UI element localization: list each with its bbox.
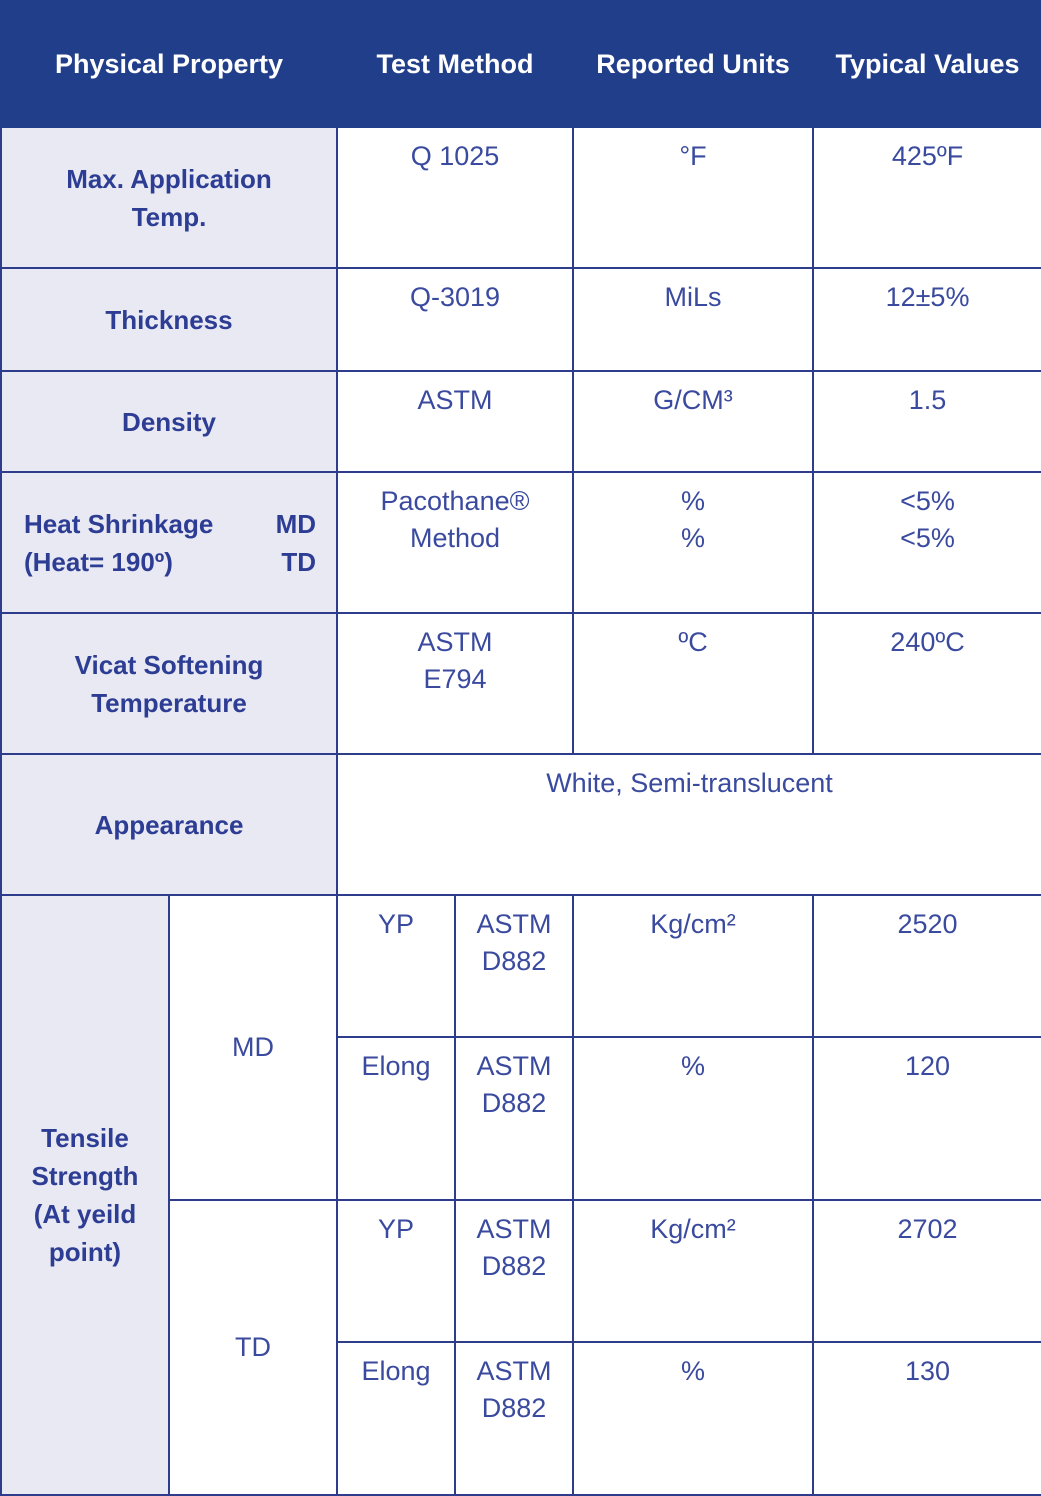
- value-cell: 2520: [813, 895, 1041, 1037]
- value-cell: 130: [813, 1342, 1041, 1495]
- heat-shrinkage-line-1: [2, 505, 336, 543]
- value-md: <5%: [900, 486, 955, 516]
- units-cell: %: [573, 1342, 813, 1495]
- method-cell: [455, 1200, 573, 1342]
- method-line: ASTM: [476, 1051, 552, 1081]
- header-test-method: Test Method: [337, 1, 573, 127]
- direction-md: MD: [169, 895, 337, 1200]
- property-max-application-temp: [1, 127, 337, 268]
- direction-td-label: TD: [281, 546, 317, 577]
- method-cell: [337, 613, 573, 754]
- method-cell: Q 1025: [337, 127, 573, 268]
- units-md: %: [681, 486, 706, 516]
- method-line: ASTM: [476, 1214, 552, 1244]
- row-max-application-temp: [1, 127, 1041, 268]
- row-vicat-softening: [1, 613, 1041, 754]
- units-cell: °F: [573, 127, 813, 268]
- method-line: D882: [481, 1088, 547, 1118]
- method-line: ASTM: [417, 627, 493, 657]
- units-cell: MiLs: [573, 268, 813, 371]
- measure-elong: Elong: [337, 1037, 455, 1200]
- property-label-line: (At yeild: [33, 1199, 137, 1229]
- method-line: Pacothane®: [380, 486, 530, 516]
- value-cell: 425ºF: [813, 127, 1041, 268]
- method-line: E794: [423, 664, 487, 694]
- value-cell: 1.5: [813, 371, 1041, 472]
- method-cell: [337, 472, 573, 613]
- property-label-line: Max. Application: [66, 163, 272, 194]
- value-cell: 120: [813, 1037, 1041, 1200]
- units-td: %: [681, 523, 706, 553]
- property-thickness: Thickness: [1, 268, 337, 371]
- method-cell: ASTM: [337, 371, 573, 472]
- property-appearance: Appearance: [1, 754, 337, 895]
- value-cell: 240ºC: [813, 613, 1041, 754]
- value-cell: 12±5%: [813, 268, 1041, 371]
- row-density: [1, 371, 1041, 472]
- header-reported-units: Reported Units: [573, 1, 813, 127]
- value-cell: 2702: [813, 1200, 1041, 1342]
- row-appearance: [1, 754, 1041, 895]
- row-thickness: [1, 268, 1041, 371]
- property-label-line: Temperature: [91, 687, 247, 718]
- heat-condition-label: (Heat= 190º): [24, 546, 173, 577]
- property-vicat-softening: [1, 613, 337, 754]
- property-label-line: Strength: [31, 1161, 139, 1191]
- units-cell: [573, 472, 813, 613]
- header-typical-values: Typical Values: [813, 1, 1041, 127]
- property-label-line: Temp.: [131, 201, 207, 232]
- header-row: [1, 1, 1041, 127]
- method-cell: [455, 1342, 573, 1495]
- header-physical-property: Physical Property: [1, 1, 337, 127]
- row-tensile-md-yp: [1, 895, 1041, 1037]
- property-heat-shrinkage: [1, 472, 337, 613]
- method-cell: [455, 1037, 573, 1200]
- direction-td: TD: [169, 1200, 337, 1495]
- property-label-line: Tensile: [41, 1123, 129, 1153]
- measure-yp: YP: [337, 895, 455, 1037]
- heat-shrinkage-label: Heat Shrinkage: [24, 508, 214, 539]
- units-cell: ºC: [573, 613, 813, 754]
- measure-elong: Elong: [337, 1342, 455, 1495]
- units-cell: Kg/cm²: [573, 895, 813, 1037]
- appearance-value: White, Semi-translucent: [337, 754, 1041, 895]
- units-cell: G/CM³: [573, 371, 813, 472]
- method-line: D882: [481, 946, 547, 976]
- value-cell: [813, 472, 1041, 613]
- property-label-line: point): [48, 1237, 122, 1267]
- method-cell: [455, 895, 573, 1037]
- method-line: D882: [481, 1393, 547, 1423]
- measure-yp: YP: [337, 1200, 455, 1342]
- heat-shrinkage-line-2: [2, 543, 336, 581]
- method-line: D882: [481, 1251, 547, 1281]
- method-line: ASTM: [476, 1356, 552, 1386]
- units-cell: Kg/cm²: [573, 1200, 813, 1342]
- direction-md-label: MD: [275, 508, 317, 539]
- property-density: Density: [1, 371, 337, 472]
- method-line: ASTM: [476, 909, 552, 939]
- method-cell: Q-3019: [337, 268, 573, 371]
- property-tensile-strength: [1, 895, 169, 1495]
- method-line: Method: [409, 523, 501, 553]
- property-label-line: Vicat Softening: [74, 649, 264, 680]
- value-td: <5%: [900, 523, 955, 553]
- units-cell: %: [573, 1037, 813, 1200]
- row-heat-shrinkage: [1, 472, 1041, 613]
